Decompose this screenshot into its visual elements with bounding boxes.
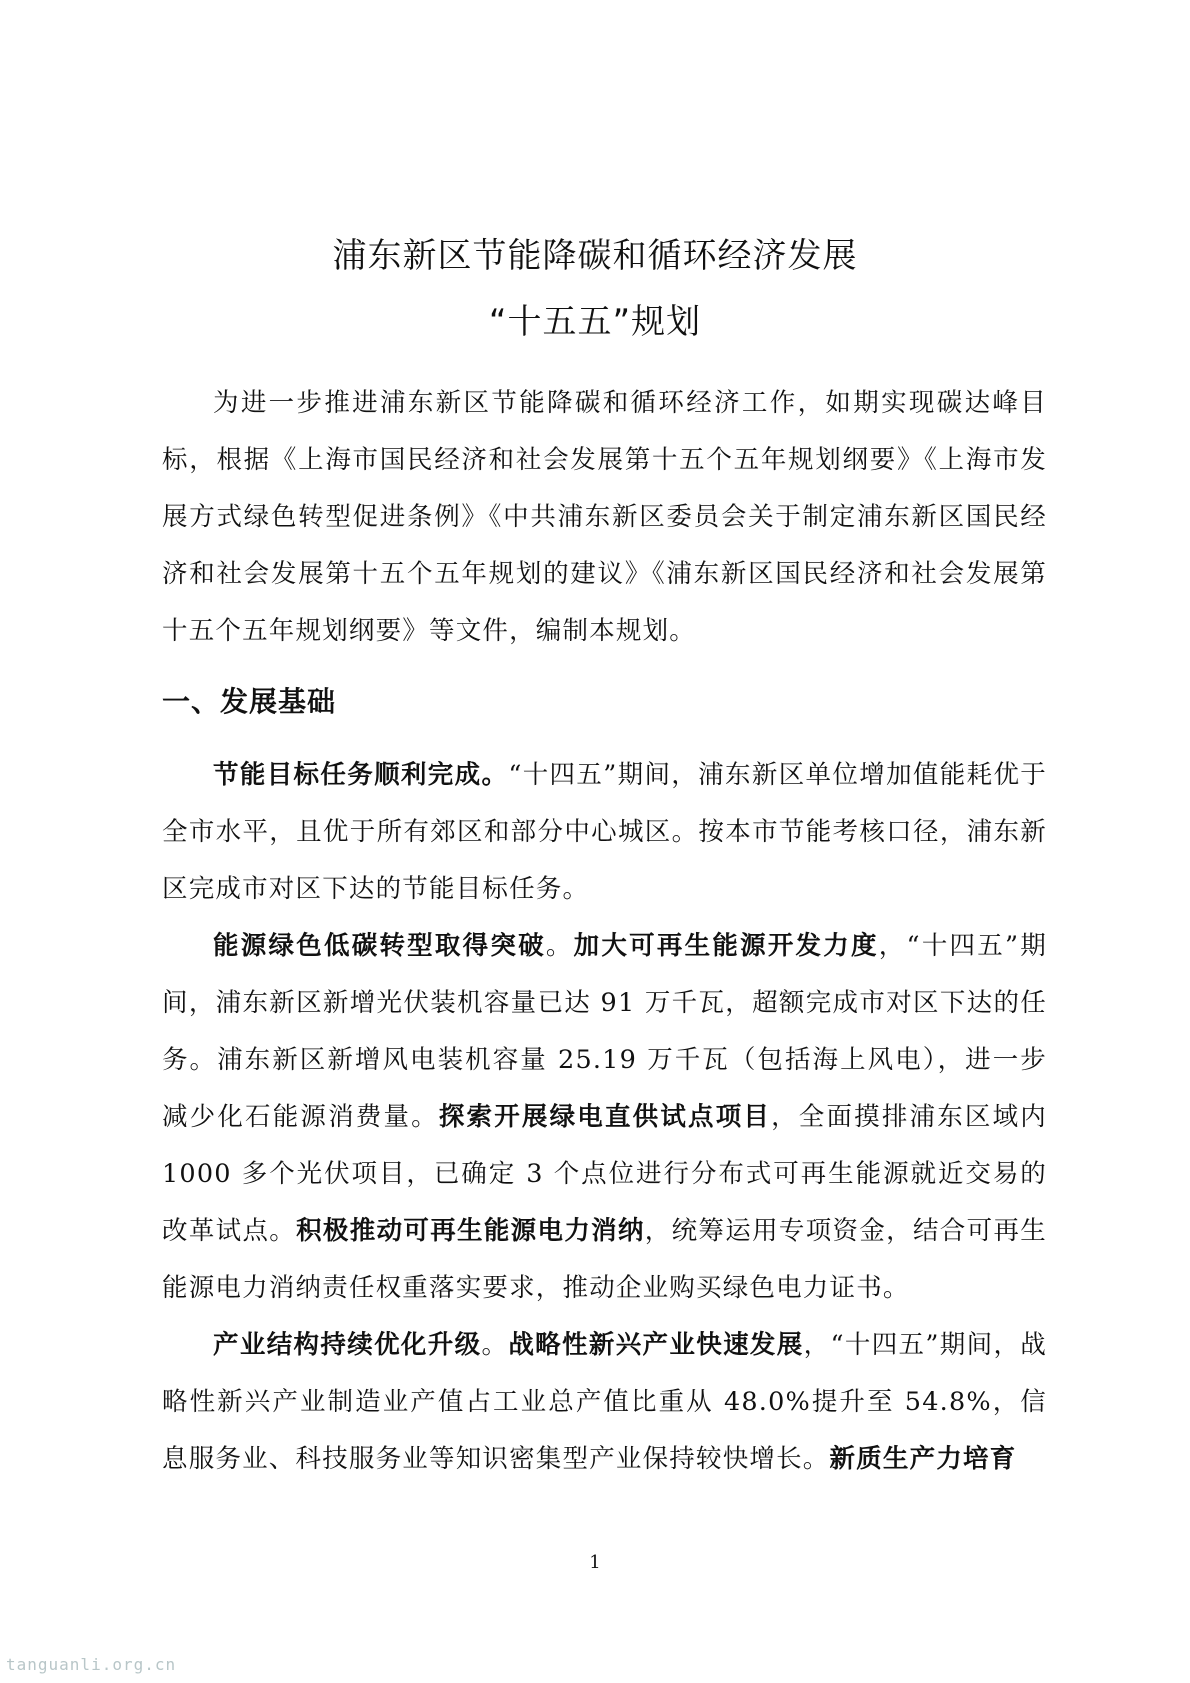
bold-phrase: 战略性新兴产业快速发展 xyxy=(508,1330,804,1360)
document-title-line1: 浦东新区节能降碳和循环经济发展 xyxy=(332,236,858,276)
page-number: 1 xyxy=(589,1552,601,1573)
section-heading-development-basis: 一、发展基础 xyxy=(162,685,337,718)
paragraph-energy-transition xyxy=(162,918,1047,1317)
paragraph-text: “十四五”期间，浦东新区单位增加值能耗优于全市水平，且优于所有郊区和部分中心城区。按本市节能考核口径，浦东新区完成市对区下达的节能目标任务。 xyxy=(162,760,1047,904)
intro-section xyxy=(162,375,1047,660)
bold-phrase: 新质生产力培育 xyxy=(829,1444,1017,1474)
paragraph-text: ，“十四五”期间，战略性新兴产业制造业产值占工业总产值比重从 48.0%提升至 54.8%，信息服务业、科技服务业等知识密集型产业保持较快增长。 xyxy=(162,1330,1048,1474)
watermark: tanguanli.org.cn xyxy=(6,1655,177,1674)
bold-lead: 节能目标任务顺利完成。 xyxy=(213,760,509,790)
paragraph-energy-saving xyxy=(162,747,1047,918)
paragraph-text: ，统筹运用专项资金，结合可再生能源电力消纳责任权重落实要求，推动企业购买绿色电力证书。 xyxy=(162,1216,1047,1303)
paragraph-text: ，“十四五”期间，浦东新区新增光伏装机容量已达 91 万千瓦，超额完成市对区下达的任务。浦东新区新增风电装机容量 25.19 万千瓦（包括海上风电），进一步减少化石能源消费量。 xyxy=(162,931,1048,1132)
bold-phrase: 加大可再生能源开发力度 xyxy=(573,931,879,961)
document-title-line2: “十五五”规划 xyxy=(488,302,702,342)
paragraph-text: ，全面摸排浦东区域内 1000 多个光伏项目，已确定 3 个点位进行分布式可再生能源就近交易的改革试点。 xyxy=(162,1102,1047,1246)
bold-phrase: 探索开展绿电直供试点项目 xyxy=(438,1102,772,1132)
paragraph-text: 。 xyxy=(481,1330,509,1360)
bold-lead: 产业结构持续优化升级 xyxy=(213,1330,482,1360)
paragraph-text: 。 xyxy=(545,931,574,961)
paragraph-industrial-structure xyxy=(162,1317,1047,1488)
section-body xyxy=(162,747,1047,1488)
intro-paragraph: 为进一步推进浦东新区节能降碳和循环经济工作，如期实现碳达峰目标，根据《上海市国民经济和社会发展第十五个五年规划纲要》《上海市发展方式绿色转型促进条例》《中共浦东新区委员会关于制定浦东新区国民经济和社会发展第十五个五年规划的建议》《浦东新区国民经济和社会发展第十五个五年规划纲要》等文件，编制本规划。 xyxy=(162,388,1047,646)
bold-phrase: 积极推动可再生能源电力消纳 xyxy=(296,1216,645,1246)
bold-lead: 能源绿色低碳转型取得突破 xyxy=(213,931,546,961)
